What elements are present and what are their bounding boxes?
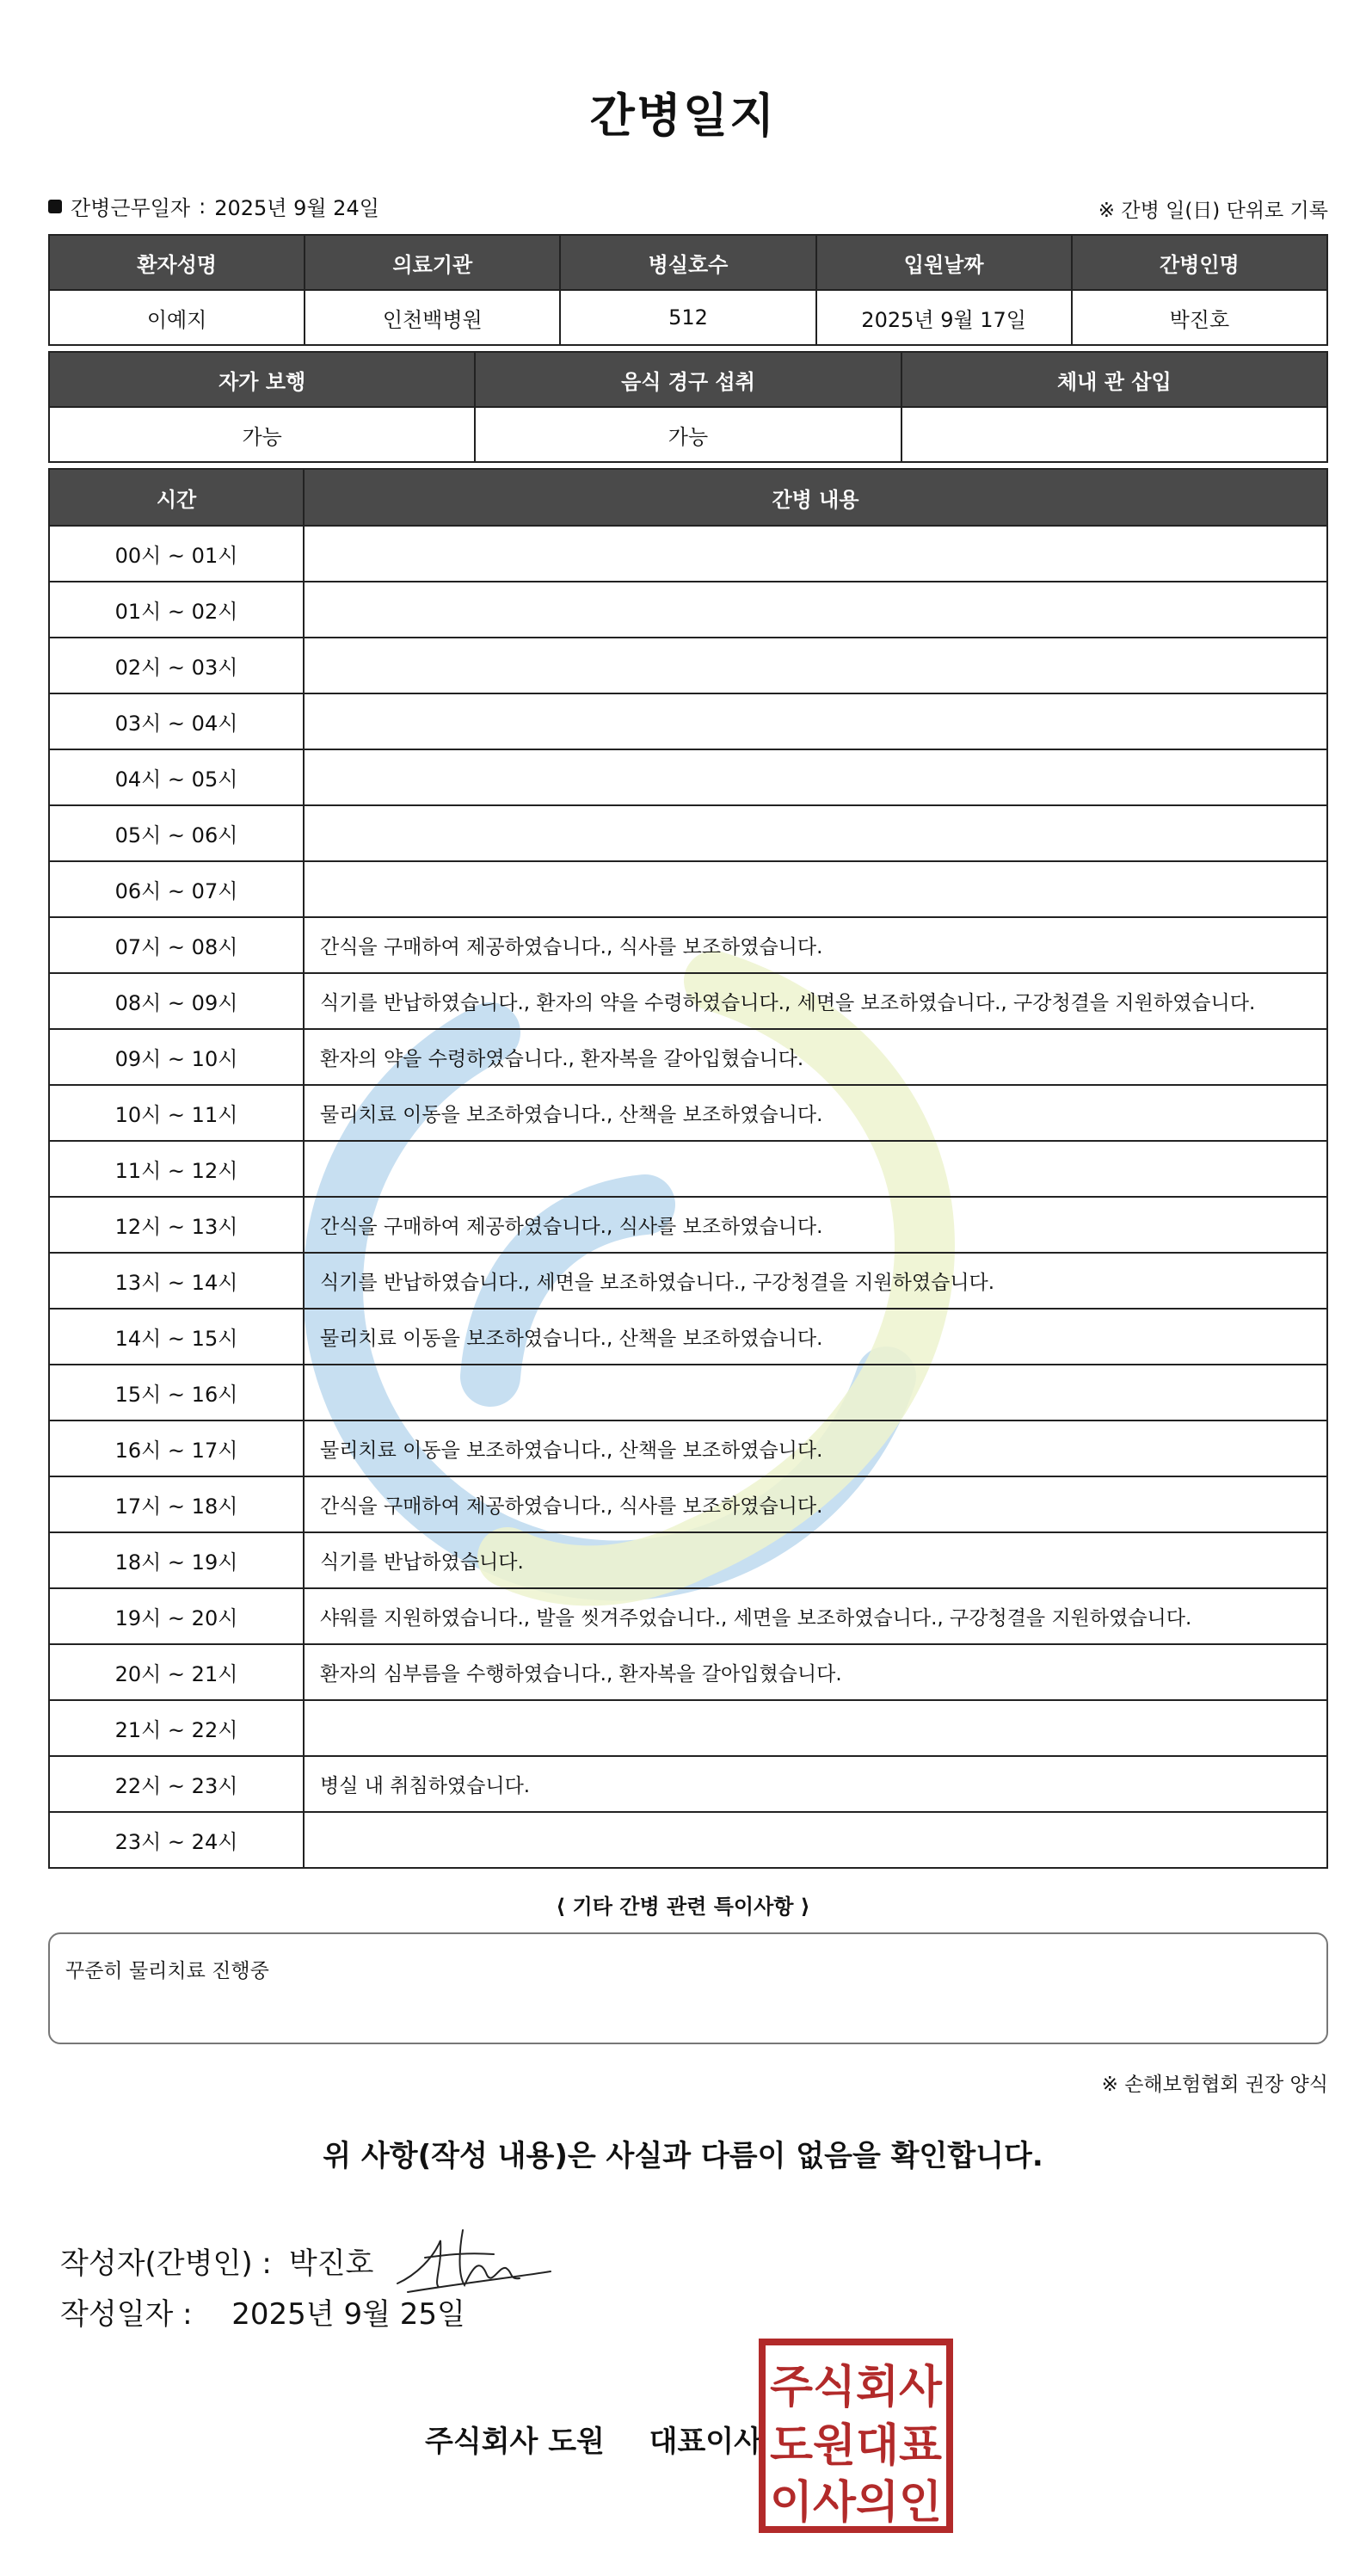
log-time: 14시 ~ 15시 <box>49 1309 304 1365</box>
form-note: ※ 손해보험협회 권장 양식 <box>1101 2074 1328 2096</box>
unit-note: ※ 간병 일(日) 단위로 기록 <box>1098 200 1328 222</box>
log-time: 12시 ~ 13시 <box>49 1197 304 1253</box>
log-time: 16시 ~ 17시 <box>49 1420 304 1476</box>
written-date-label: 작성일자 : <box>60 2297 193 2332</box>
log-row <box>49 1365 1327 1420</box>
admission-date: 2025년 9월 17일 <box>816 290 1072 345</box>
log-time: 20시 ~ 21시 <box>49 1644 304 1700</box>
log-time: 06시 ~ 07시 <box>49 861 304 917</box>
work-date-label: 간병근무일자 <box>71 196 191 220</box>
caregiver-name: 박진호 <box>1072 290 1327 345</box>
header-caregiver: 간병인명 <box>1072 235 1327 290</box>
log-row <box>49 582 1327 638</box>
header-time: 시간 <box>49 469 304 526</box>
log-time: 09시 ~ 10시 <box>49 1029 304 1085</box>
written-date-value: 2025년 9월 25일 <box>231 2297 465 2332</box>
log-row <box>49 973 1327 1029</box>
header-patient-name: 환자성명 <box>49 235 305 290</box>
log-content <box>304 1365 1327 1420</box>
log-row <box>49 1476 1327 1532</box>
page-title: 간병일지 <box>589 89 777 143</box>
log-time: 08시 ~ 09시 <box>49 973 304 1029</box>
log-content <box>304 638 1327 693</box>
notes-text: 꾸준히 물리치료 진행중 <box>65 1960 269 1982</box>
log-header-row <box>49 469 1327 526</box>
log-row <box>49 1588 1327 1644</box>
log-content <box>304 805 1327 861</box>
log-time: 18시 ~ 19시 <box>49 1532 304 1588</box>
log-time: 11시 ~ 12시 <box>49 1141 304 1197</box>
header-oral-intake: 음식 경구 섭취 <box>475 352 901 407</box>
log-content: 간식을 구매하여 제공하였습니다., 식사를 보조하였습니다. <box>304 917 1327 973</box>
log-time: 17시 ~ 18시 <box>49 1476 304 1532</box>
log-time: 22시 ~ 23시 <box>49 1756 304 1812</box>
log-content: 식기를 반납하였습니다., 환자의 약을 수령하였습니다., 세면을 보조하였습니다., 구강청결을 지원하였습니다. <box>304 973 1327 1029</box>
log-row <box>49 693 1327 749</box>
log-row <box>49 805 1327 861</box>
log-content <box>304 1812 1327 1868</box>
log-content <box>304 861 1327 917</box>
log-content: 물리치료 이동을 보조하였습니다., 산책을 보조하였습니다. <box>304 1420 1327 1476</box>
log-time: 03시 ~ 04시 <box>49 693 304 749</box>
log-time: 00시 ~ 01시 <box>49 526 304 582</box>
log-content: 물리치료 이동을 보조하였습니다., 산책을 보조하였습니다. <box>304 1085 1327 1141</box>
log-row <box>49 1029 1327 1085</box>
log-row <box>49 1756 1327 1812</box>
work-date-separator: : <box>199 194 206 219</box>
log-content <box>304 1141 1327 1197</box>
seal-text: 도원대표 <box>770 2420 942 2472</box>
patient-status-table <box>48 351 1328 463</box>
company-seal <box>759 2339 953 2533</box>
log-time: 07시 ~ 08시 <box>49 917 304 973</box>
log-time: 19시 ~ 20시 <box>49 1588 304 1644</box>
log-content: 물리치료 이동을 보조하였습니다., 산책을 보조하였습니다. <box>304 1309 1327 1365</box>
seal-text: 이사의인 <box>770 2477 942 2529</box>
header-room: 병실호수 <box>560 235 815 290</box>
log-time: 02시 ~ 03시 <box>49 638 304 693</box>
log-row <box>49 861 1327 917</box>
log-row <box>49 1197 1327 1253</box>
log-time: 04시 ~ 05시 <box>49 749 304 805</box>
patient-header-row <box>49 235 1327 290</box>
patient-info-table <box>48 234 1328 346</box>
log-content <box>304 582 1327 638</box>
log-row <box>49 1700 1327 1756</box>
company-name: 주식회사 도원 <box>425 2425 605 2459</box>
care-log-table <box>48 468 1328 1869</box>
log-content: 환자의 약을 수령하였습니다., 환자복을 갈아입혔습니다. <box>304 1029 1327 1085</box>
log-content <box>304 1700 1327 1756</box>
writer-label: 작성자(간병인) : <box>60 2246 272 2281</box>
notes-box <box>48 1932 1328 2044</box>
log-content: 환자의 심부름을 수행하였습니다., 환자복을 갈아입혔습니다. <box>304 1644 1327 1700</box>
log-time: 05시 ~ 06시 <box>49 805 304 861</box>
log-time: 21시 ~ 22시 <box>49 1700 304 1756</box>
log-content: 식기를 반납하였습니다. <box>304 1532 1327 1588</box>
tube-insertion-value <box>901 407 1327 462</box>
log-content: 간식을 구매하여 제공하였습니다., 식사를 보조하였습니다. <box>304 1476 1327 1532</box>
log-time: 23시 ~ 24시 <box>49 1812 304 1868</box>
work-date-value: 2025년 9월 24일 <box>214 196 379 220</box>
log-content <box>304 693 1327 749</box>
header-tube-insertion: 체내 관 삽입 <box>901 352 1327 407</box>
status-header-row <box>49 352 1327 407</box>
bullet-icon <box>48 200 62 213</box>
hospital-name: 인천백병원 <box>305 290 560 345</box>
log-content <box>304 526 1327 582</box>
patient-name: 이예지 <box>49 290 305 345</box>
signature-image <box>391 2223 554 2297</box>
log-row <box>49 749 1327 805</box>
oral-intake-value: 가능 <box>475 407 901 462</box>
patient-value-row <box>49 290 1327 345</box>
writer-line <box>60 2223 554 2297</box>
log-time: 13시 ~ 14시 <box>49 1253 304 1309</box>
log-row <box>49 1532 1327 1588</box>
log-content: 간식을 구매하여 제공하였습니다., 식사를 보조하였습니다. <box>304 1197 1327 1253</box>
header-admission-date: 입원날짜 <box>816 235 1072 290</box>
log-content: 샤워를 지원하였습니다., 발을 씻겨주었습니다., 세면을 보조하였습니다., 구강청결을 지원하였습니다. <box>304 1588 1327 1644</box>
log-row <box>49 1085 1327 1141</box>
log-content <box>304 749 1327 805</box>
confirmation-statement: 위 사항(작성 내용)은 사실과 다름이 없음을 확인합니다. <box>323 2139 1043 2173</box>
header-care-content: 간병 내용 <box>304 469 1327 526</box>
seal-text: 주식회사 <box>770 2362 943 2413</box>
self-walking-value: 가능 <box>49 407 475 462</box>
company-title: 대표이사 <box>649 2425 762 2459</box>
notes-heading: ⟨ 기타 간병 관련 특이사항 ⟩ <box>556 1895 810 1919</box>
work-date-line <box>48 191 379 221</box>
log-time: 10시 ~ 11시 <box>49 1085 304 1141</box>
log-row <box>49 1141 1327 1197</box>
log-row <box>49 1420 1327 1476</box>
log-content: 병실 내 취침하였습니다. <box>304 1756 1327 1812</box>
room-number: 512 <box>560 290 815 345</box>
log-row <box>49 1309 1327 1365</box>
log-row <box>49 1644 1327 1700</box>
written-date-line <box>60 2290 465 2333</box>
status-value-row <box>49 407 1327 462</box>
log-content: 식기를 반납하였습니다., 세면을 보조하였습니다., 구강청결을 지원하였습니다. <box>304 1253 1327 1309</box>
log-time: 01시 ~ 02시 <box>49 582 304 638</box>
log-row <box>49 1812 1327 1868</box>
log-row <box>49 917 1327 973</box>
company-line <box>425 2418 762 2460</box>
writer-name: 박진호 <box>288 2246 374 2281</box>
log-row <box>49 526 1327 582</box>
header-self-walking: 자가 보행 <box>49 352 475 407</box>
log-row <box>49 638 1327 693</box>
header-hospital: 의료기관 <box>305 235 560 290</box>
log-time: 15시 ~ 16시 <box>49 1365 304 1420</box>
log-row <box>49 1253 1327 1309</box>
